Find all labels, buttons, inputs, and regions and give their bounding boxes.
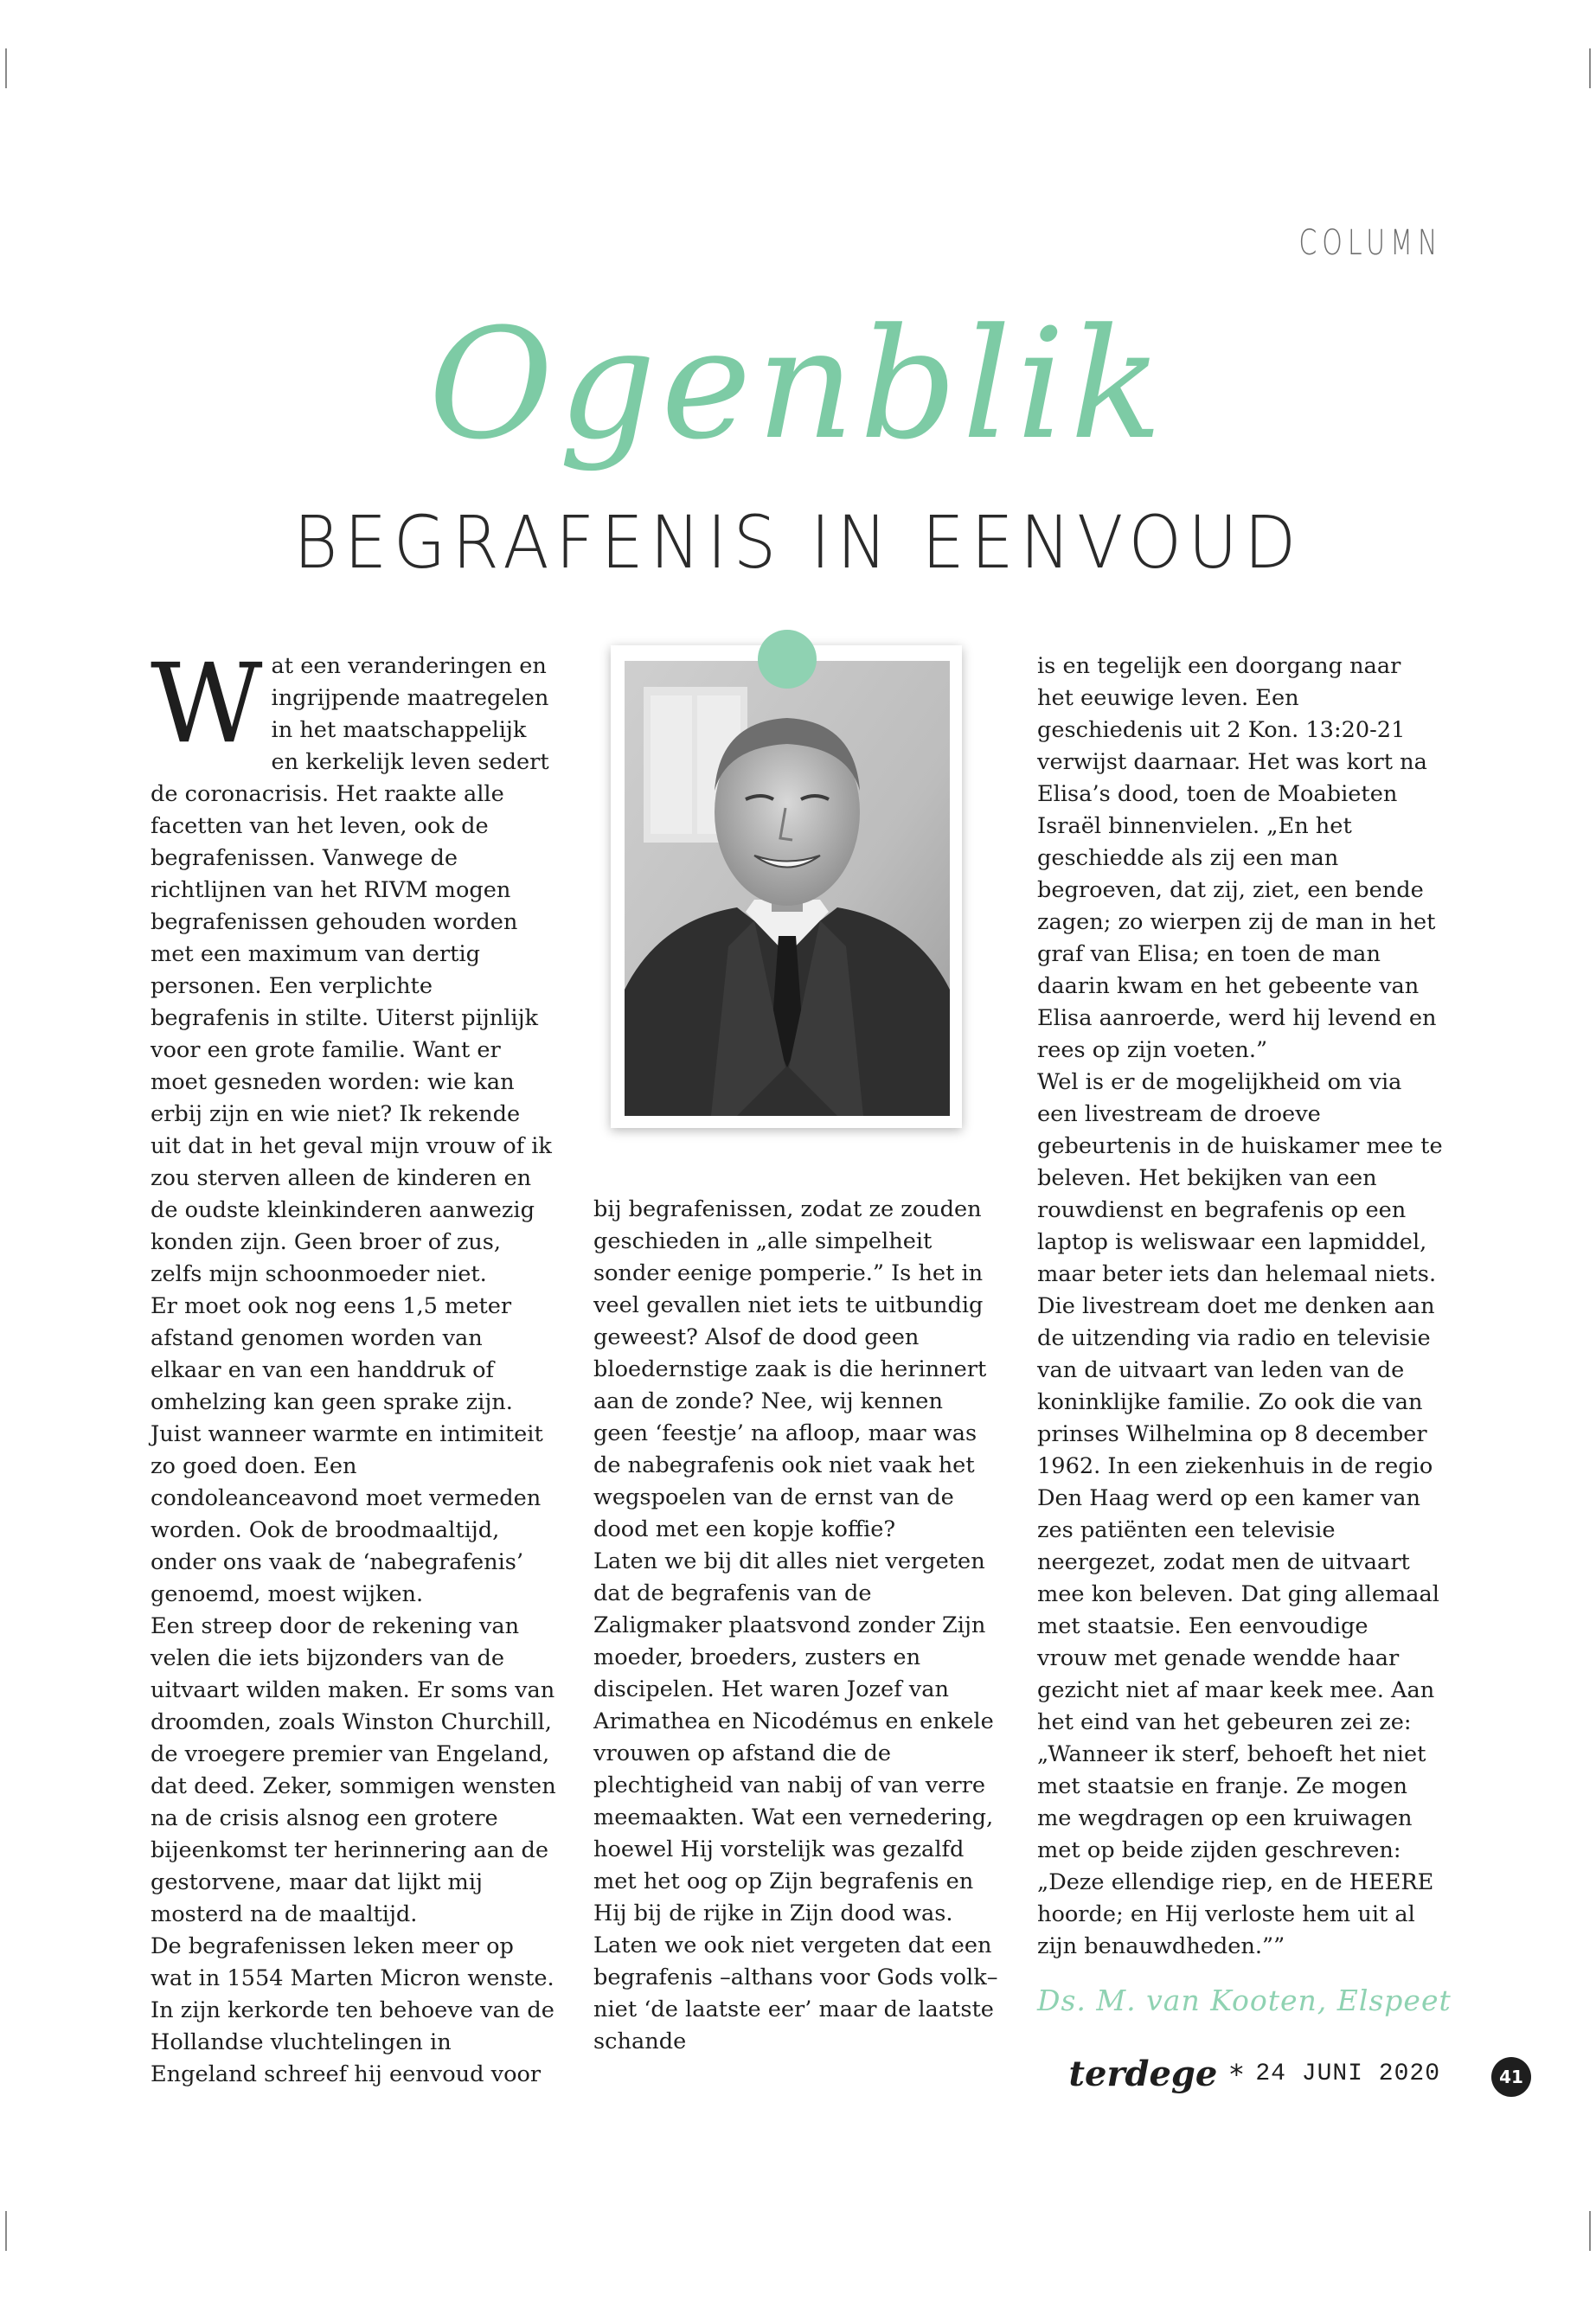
crop-mark (5, 2211, 7, 2251)
paragraph-text: at een veranderingen en ingrijpende maatregelen in het maatschappelijk en kerkelijk leven sedert de coronacrisis. Het raakte alle facetten van het leven, ook de begrafenissen. Vanwege de richtlijnen van het RIVM mogen begrafenissen gehouden worden met een maximum van dertig personen. Een verplichte begrafenis in stilte. Uiterst pijnlijk voor een grote familie. Want er moet gesneden worden: wie kan erbij zijn en wie niet? Ik rekende uit dat in het geval mijn vrouw of ik zou sterven alleen de kinderen en de oudste kleinkinderen aanwezig konden zijn. Geen broer of zus, zelfs mijn schoonmoeder niet. (151, 653, 552, 1287)
magazine-brand: terdege (1068, 2054, 1218, 2094)
author-byline: Ds. M. van Kooten, Elspeet (1037, 1984, 1452, 2017)
article-column-3 (1037, 651, 1444, 1963)
author-portrait (625, 661, 950, 1116)
crop-mark (5, 48, 7, 88)
dropcap: W (151, 640, 263, 767)
page-footer (1069, 2054, 1440, 2094)
crop-mark (1589, 2211, 1591, 2251)
section-label: COLUMN (1298, 223, 1442, 263)
paragraph: Er moet ook nog eens 1,5 meter afstand genomen worden van elkaar en van een handdruk of omhelzing kan geen sprake zijn. Juist wanneer warmte en intimiteit zo goed doen. Een condoleanceavond moet vermeden worden. Ook de broodmaaltijd, onder ons vaak de ‘nabegrafenis’ genoemd, moest wijken. (151, 1293, 543, 1607)
accent-dot (758, 630, 817, 689)
paragraph: bij begrafenissen, zodat ze zouden geschieden in „alle simpelheit sonder eenige pomperie.” Is het in veel gevallen niet iets te uitbundig geweest? Alsof de dood geen bloedernstige zaak is die herinnert aan de zonde? Nee, wij kennen geen ‘feestje’ na afloop, maar was de nabegrafenis ook niet vaak het wegspoelen van de ernst van de dood met een kopje koffie? (593, 1196, 987, 1542)
page-number: 41 (1491, 2057, 1531, 2097)
author-photo-frame (611, 645, 962, 1128)
issue-date: 24 JUNI 2020 (1255, 2061, 1440, 2087)
paragraph: Een streep door de rekening van velen die iets bijzonders van de uitvaart wilden maken. Er soms van droomden, zoals Winston Churchill, de vroegere premier van Engeland, dat deed. Zeker, sommigen wensten na de crisis alsnog een grotere bijeenkomst ter herinnering aan de gestorvene, maar dat lijkt mij mosterd na de maaltijd. (151, 1613, 556, 1927)
article-column-2 (593, 1194, 1000, 2058)
crop-mark (1589, 48, 1591, 88)
paragraph: De begrafenissen leken meer op wat in 1554 Marten Micron wenste. In zijn kerkorde ten behoeve van de Hollandse vluchtelingen in Engeland schreef hij eenvoud voor (151, 1933, 554, 2087)
separator-star: * (1229, 2057, 1244, 2091)
headline: BEGRAFENIS IN EENVOUD (293, 500, 1303, 585)
paragraph (151, 640, 557, 1291)
paragraph: is en tegelijk een doorgang naar het eeuwige leven. Een geschiedenis uit 2 Kon. 13:20-21 verwijst daarnaar. Het was kort na Elisa’s dood, toen de Moabieten Israël binnenvielen. „En het geschiedde als zij een man begroeven, dat zij, ziet, een bende zagen; zo wierpen zij de man in het graf van Elisa; en toen de man daarin kwam en het gebeente van Elisa aanroerde, werd hij levend en rees op zijn voeten.” (1037, 653, 1437, 1063)
paragraph: Laten we bij dit alles niet vergeten dat de begrafenis van de Zaligmaker plaatsvond zonder Zijn moeder, broeders, zusters en discipelen. Het waren Jozef van Arimathea en Nicodémus en enkele vrouwen op afstand die de plechtigheid van nabij of van verre meemaakten. Wat een vernedering, hoewel Hij vorstelijk was gezalfd met het oog op Zijn begrafenis en Hij bij de rijke in Zijn dood was. Laten we ook niet vergeten dat een begrafenis –althans voor Gods volk– niet ‘de laatste eer’ maar de laatste schande (593, 1548, 998, 2054)
paragraph: Wel is er de mogelijkheid om via een livestream de droeve gebeurtenis in de huiskamer mee te beleven. Het bekijken van een rouwdienst en begrafenis op een laptop is weliswaar een lapmiddel, maar beter iets dan helemaal niets. Die livestream doet me denken aan de uitzending via radio en televisie van de uitvaart van leden van de koninklijke familie. Zo ook die van prinses Wilhelmina op 8 december 1962. In een ziekenhuis in de regio Den Haag werd op een kamer van zes patiënten een televisie neergezet, zodat men de uitvaart mee kon beleven. Dat ging allemaal met staatsie. Een eenvoudige vrouw met genade wendde haar gezicht niet af maar keek mee. Aan het eind van het gebeuren zei ze: „Wanneer ik sterf, behoeft het niet met staatsie en franje. Ze mogen me wegdragen op een kruiwagen met op beide zijden geschreven: „Deze ellendige riep, en de HEERE hoorde; en Hij verloste hem uit al zijn benauwdheden.”” (1037, 1069, 1443, 1959)
article-column-1 (151, 640, 557, 2091)
column-title: Ogenblik (428, 296, 1168, 473)
